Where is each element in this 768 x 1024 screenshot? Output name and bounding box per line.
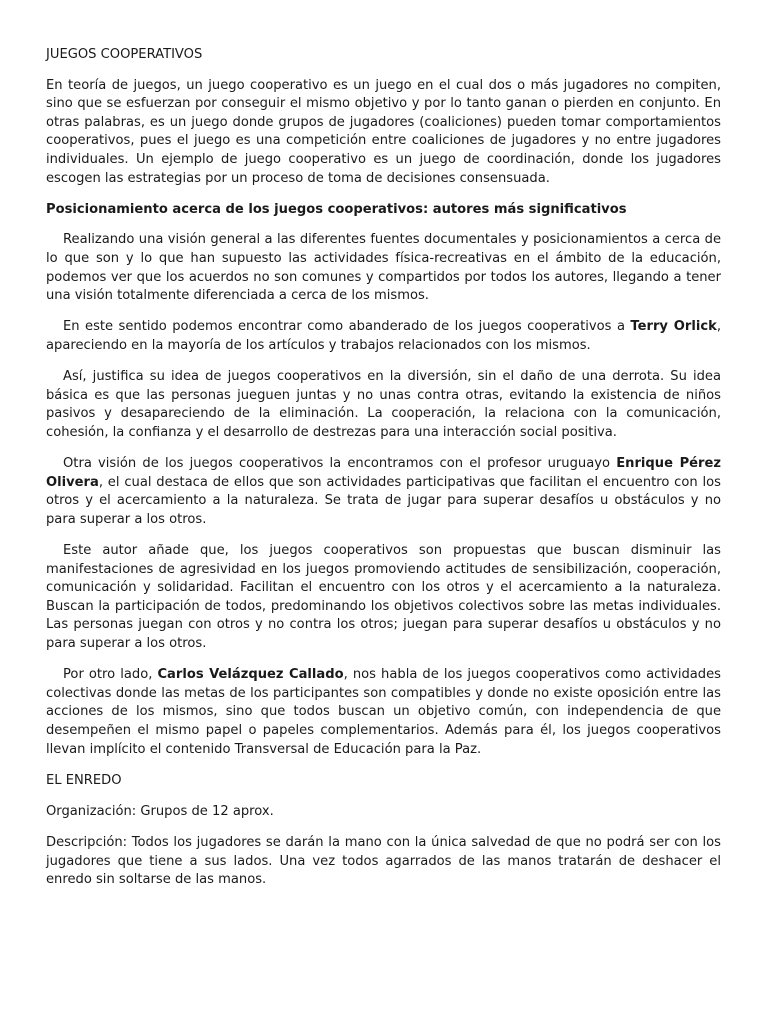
organizacion-line: Organización: Grupos de 12 aprox. [46, 803, 274, 819]
author-name-perez: Enrique Pérez Olivera [46, 456, 721, 490]
section-heading: Posicionamiento acerca de los juegos cooperativos: autores más significativos [46, 201, 627, 217]
document-title: JUEGOS COOPERATIVOS [46, 47, 203, 62]
velazquez-paragraph [46, 666, 721, 759]
document-page [46, 46, 721, 903]
perez-paragraph [46, 455, 721, 529]
orlick-text-after: , apareciendo en la mayoría de los artículos y trabajos relacionados con los mismos. [46, 319, 721, 353]
descripcion-paragraph: Descripción: Todos los jugadores se darán la mano con la única salvedad de que no podrá ser con los jugadores que tiene a sus lados. Una vez todos agarrados de las manos tratarán de deshacer el enredo sin soltarse de las manos. [46, 835, 721, 888]
orlick-text-before: En este sentido podemos encontrar como abanderado de los juegos cooperativos a [63, 319, 631, 335]
author-name-orlick: Terry Orlick [630, 319, 717, 335]
perez-text-before: Otra visión de los juegos cooperativos la encontramos con el profesor uruguayo [63, 456, 617, 472]
author-name-velazquez: Carlos Velázquez Callado [157, 667, 344, 683]
intro-paragraph: En teoría de juegos, un juego cooperativo es un juego en el cual dos o más jugadores no compiten, sino que se esfuerzan por conseguir el mismo objetivo y por lo tanto ganan o pierden en conjunto. En otras palabras, es un juego donde grupos de jugadores (coaliciones) pueden tomar comportamientos cooperativos, pues el juego es una competición entre coaliciones de jugadores y no entre jugadores individuales. Un ejemplo de juego cooperativo es un juego de coordinación, donde los jugadores escogen las estrategias por un proceso de toma de decisiones consensuada. [46, 77, 721, 186]
velazquez-text-after: , nos habla de los juegos cooperativos como actividades colectivas donde las metas de los participantes son compatibles y donde no existe oposición entre las acciones de los mismos, sino que todos buscan un objetivo común, con independencia de que desempeñen el mismo papel o papeles complementarios. Además para él, los juegos cooperativos llevan implícito el contenido Transversal de Educación para la Paz. [46, 667, 721, 757]
orlick-paragraph [46, 318, 721, 355]
vision-paragraph: Realizando una visión general a las diferentes fuentes documentales y posicionamientos a cerca de lo que son y lo que han supuesto las actividades física-recreativas en el ámbito de la educación, podemos ver que los acuerdos no son comunes y compartidos por todos los autores, llegando a tener una visión totalmente diferenciada a cerca de los mismos. [46, 232, 721, 304]
autor-paragraph: Este autor añade que, los juegos cooperativos son propuestas que buscan disminuir las manifestaciones de agresividad en los juegos promoviendo actitudes de sensibilización, cooperación, comunicación y solidaridad. Facilitan el encuentro con los otros y el acercamiento a la naturaleza. Buscan la participación de todos, predominando los objetivos colectivos sobre las metas individuales. Las personas juegan con otros y no contra los otros; juegan para superar desafíos u obstáculos y no para superar a los otros. [46, 543, 721, 651]
perez-text-after: , el cual destaca de ellos que son actividades participativas que facilitan el encuentro con los otros y el acercamiento a la naturaleza. Se trata de jugar para superar desafíos u obstáculos y no para superar a los otros. [46, 474, 721, 527]
justifica-paragraph: Así, justifica su idea de juegos cooperativos en la diversión, sin el daño de una derrota. Su idea básica es que las personas jueguen juntas y no unas contra otras, evitando la existencia de niños pasivos y desapareciendo de la eliminación. La cooperación, la relaciona con la comunicación, cohesión, la confianza y el desarrollo de destrezas para una interacción social positiva. [46, 369, 721, 440]
game-title: EL ENREDO [46, 772, 122, 788]
velazquez-text-before: Por otro lado, [63, 667, 158, 683]
